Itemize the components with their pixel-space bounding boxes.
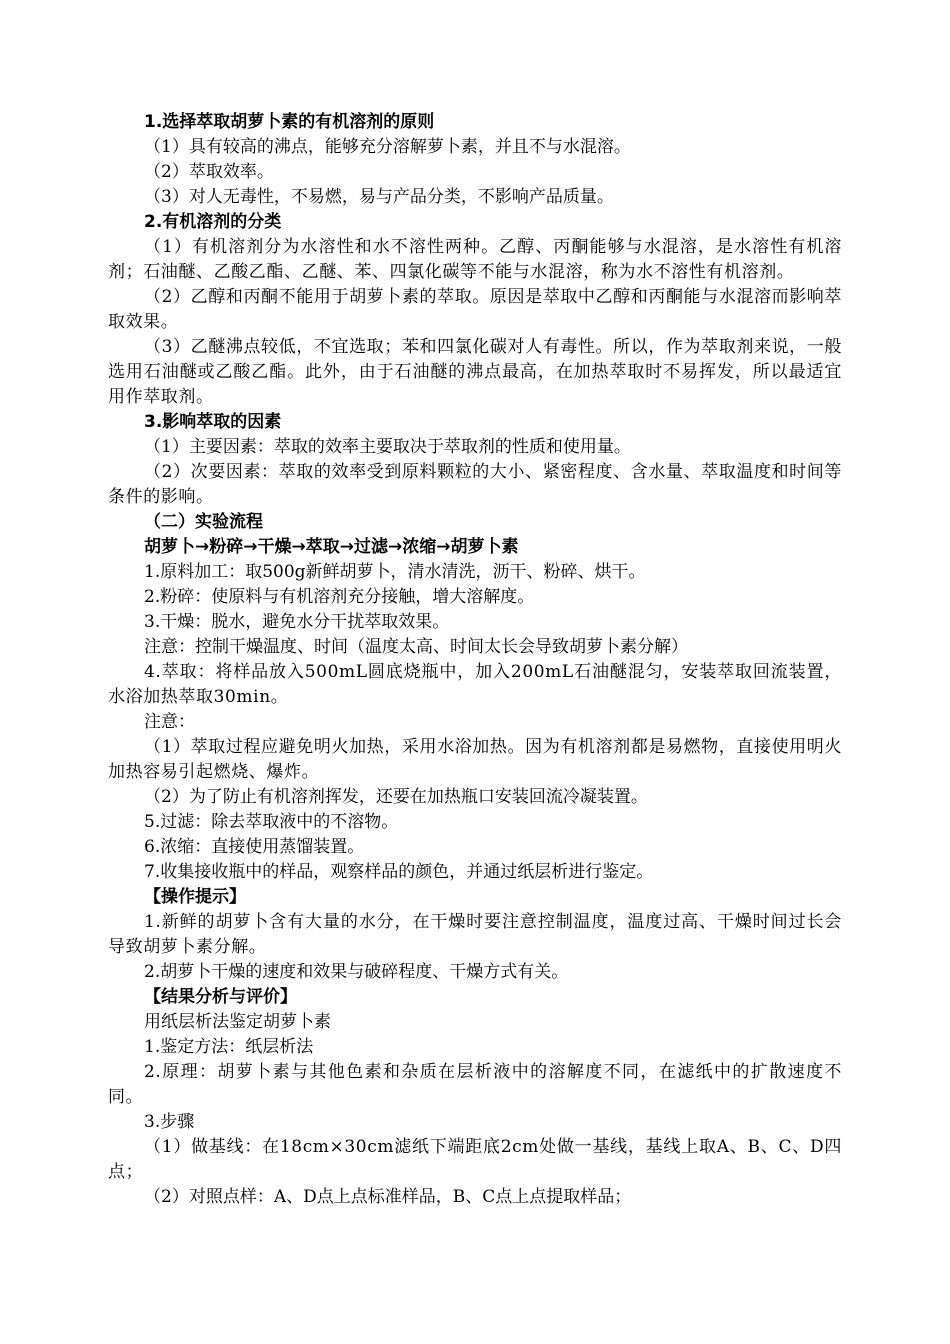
paragraph: （2）为了防止有机溶剂挥发，还要在加热瓶口安装回流冷凝装置。 (144, 787, 648, 807)
paragraph: （2）对照点样：A、D点上点标准样品，B、C点上点提取样品； (144, 1187, 632, 1207)
paragraph: 3.步骤 (144, 1112, 195, 1132)
paragraph: 2.胡萝卜干燥的速度和效果与破碎程度、干燥方式有关。 (144, 962, 569, 982)
paragraph: 1.新鲜的胡萝卜含有大量的水分，在干燥时要注意控制温度，温度过高、干燥时间过长会导致胡萝卜素分解。 (108, 912, 842, 957)
paragraph: 2.粉碎：使原料与有机溶剂充分接触，增大溶解度。 (144, 587, 535, 607)
paragraph: （2）萃取效率。 (144, 162, 274, 182)
paragraph: （2）次要因素：萃取的效率受到原料颗粒的大小、紧密程度、含水量、萃取温度和时间等条件的影响。 (108, 462, 842, 507)
paragraph: 2.原理：胡萝卜素与其他色素和杂质在层析液中的溶解度不同，在滤纸中的扩散速度不同。 (108, 1062, 842, 1107)
paragraph: 6.浓缩：直接使用蒸馏装置。 (144, 837, 365, 857)
paragraph: 注意：控制干燥温度、时间（温度太高、时间太长会导致胡萝卜素分解） (144, 637, 688, 657)
paragraph: 3.干燥：脱水，避免水分干扰萃取效果。 (144, 612, 450, 632)
paragraph: （3）对人无毒性，不易燃，易与产品分类，不影响产品质量。 (144, 187, 614, 207)
paragraph: （1）有机溶剂分为水溶性和水不溶性两种。乙醇、丙酮能够与水混溶，是水溶性有机溶剂；石油醚、乙酸乙酯、乙醚、苯、四氯化碳等不能与水混溶，称为水不溶性有机溶剂。 (108, 237, 842, 282)
paragraph: 4.萃取：将样品放入500mL圆底烧瓶中，加入200mL石油醚混匀，安装萃取回流装置，水浴加热萃取30min。 (108, 662, 842, 707)
paragraph: （1）做基线：在18cm×30cm滤纸下端距底2cm处做一基线，基线上取A、B、C、D四点； (108, 1137, 842, 1182)
heading-result-analysis: 【结果分析与评价】 (144, 987, 297, 1007)
paragraph: 1.鉴定方法：纸层析法 (144, 1037, 314, 1057)
paragraph: （1）具有较高的沸点，能够充分溶解萝卜素，并且不与水混溶。 (144, 137, 631, 157)
heading-extraction-factors: 3.影响萃取的因素 (144, 412, 282, 432)
paragraph: （2）乙醇和丙酮不能用于胡萝卜素的萃取。原因是萃取中乙醇和丙酮能与水混溶而影响萃取效果。 (108, 287, 842, 332)
paragraph: 用纸层析法鉴定胡萝卜素 (144, 1012, 331, 1032)
paragraph: （1）主要因素：萃取的效率主要取决于萃取剂的性质和使用量。 (144, 437, 631, 457)
paragraph: 5.过滤：除去萃取液中的不溶物。 (144, 812, 399, 832)
paragraph: （3）乙醚沸点较低，不宜选取；苯和四氯化碳对人有毒性。所以，作为萃取剂来说，一般选用石油醚或乙酸乙酯。此外，由于石油醚的沸点最高，在加热萃取时不易挥发，所以最适宜用作萃取剂。 (108, 337, 842, 407)
paragraph: （1）萃取过程应避免明火加热，采用水浴加热。因为有机溶剂都是易燃物，直接使用明火加热容易引起燃烧、爆炸。 (108, 737, 842, 782)
paragraph: 1.原料加工：取500g新鲜胡萝卜，清水清洗，沥干、粉碎、烘干。 (144, 562, 646, 582)
document-body (108, 110, 842, 1210)
heading-experiment-procedure: （二）实验流程 (144, 512, 263, 532)
paragraph: 7.收集接收瓶中的样品，观察样品的颜色，并通过纸层析进行鉴定。 (144, 862, 654, 882)
heading-operation-tips: 【操作提示】 (144, 887, 246, 907)
procedure-flow: 胡萝卜→粉碎→干燥→萃取→过滤→浓缩→胡萝卜素 (144, 537, 519, 557)
heading-solvent-principle: 1.选择萃取胡萝卜素的有机溶剂的原则 (144, 112, 435, 132)
heading-solvent-classification: 2.有机溶剂的分类 (144, 212, 282, 232)
paragraph: 注意： (144, 712, 195, 732)
